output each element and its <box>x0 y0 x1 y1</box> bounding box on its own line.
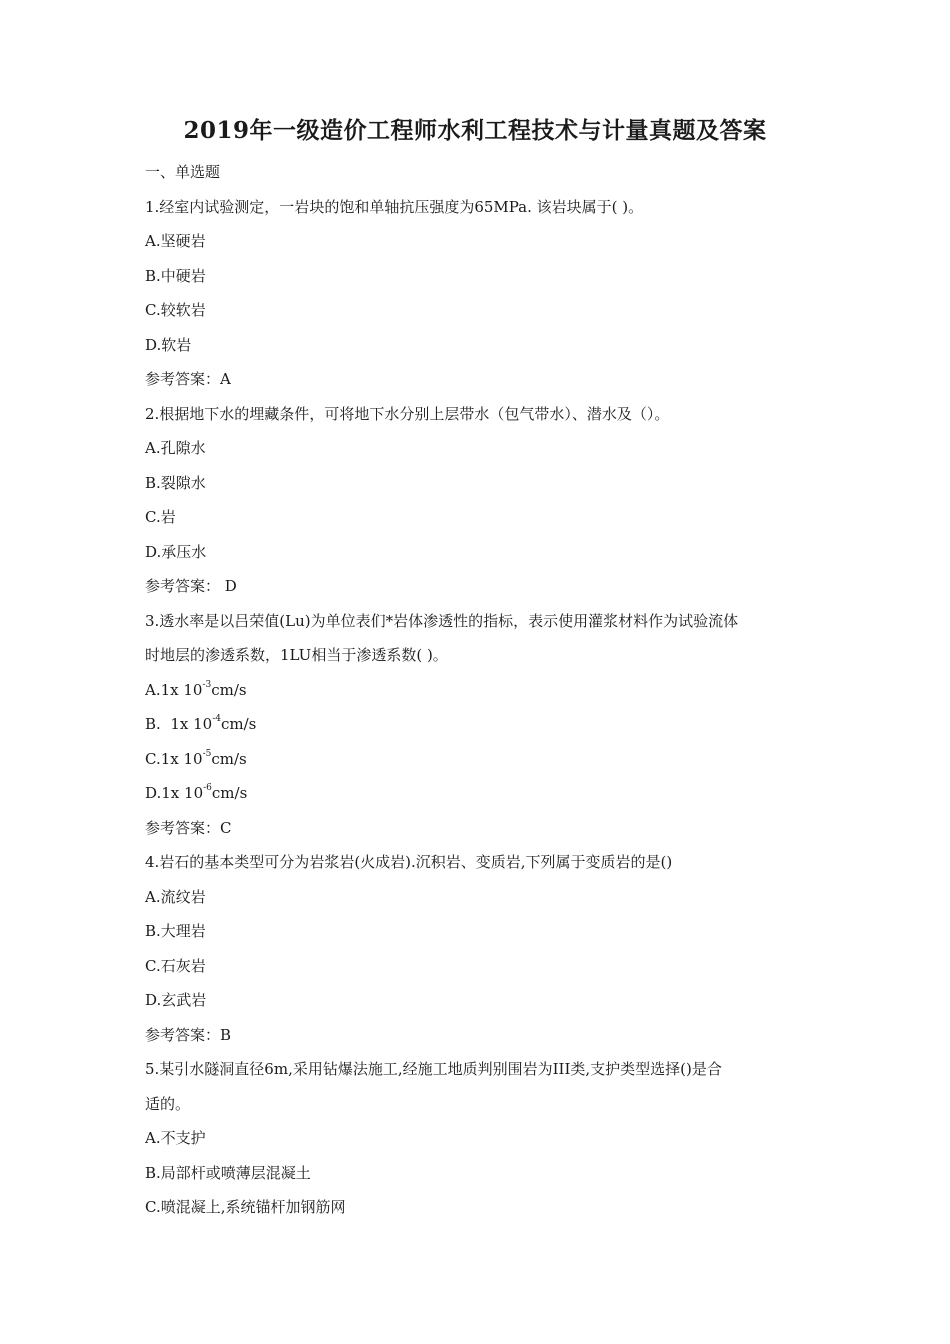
question-3-option-d: D.1x $10^{-6}cm/s$ <box>145 783 248 802</box>
question-4-option-b: B.大理岩 <box>145 922 206 940</box>
document-body <box>145 160 815 1230</box>
question-1-stem: 1.经室内试验测定，一岩块的饱和单轴抗压强度为65MPa. 该岩块属于( )。 <box>145 197 644 216</box>
question-4-option-d: D.玄武岩 <box>145 991 207 1009</box>
question-4-answer: 参考答案：B <box>145 1025 232 1044</box>
question-2-option-c: C.岩 <box>145 508 176 526</box>
question-2-option-a: A.孔隙水 <box>145 439 206 457</box>
question-4-option-a: A.流纹岩 <box>145 887 206 906</box>
question-3-option-a: A.1x $10^{-3}cm/s$ <box>145 679 247 699</box>
question-3-option-c: C.1x $10^{-5}cm/s$ <box>145 748 247 768</box>
question-5-option-c: C.喷混凝上,系统锚杆加钢筋网 <box>145 1198 346 1216</box>
question-2-stem: 2.根据地下水的埋藏条件，可将地下水分别上层带水（包气带水）、潜水及（）。 <box>145 404 670 423</box>
question-5-stem-line-2: 适的。 <box>145 1094 191 1113</box>
question-1-option-a: A.坚硬岩 <box>145 232 206 250</box>
question-2-answer: 参考答案： D <box>145 577 237 595</box>
section-heading: 一、单选题 <box>145 163 221 181</box>
question-2-option-d: D.承压水 <box>145 542 207 561</box>
question-3-option-b: B. 1x $10^{-4}cm/s$ <box>145 714 257 733</box>
document-title: 2019年一级造价工程师水利工程技术与计量真题及答案 <box>183 117 767 144</box>
question-5-option-b: B.局部杆或喷薄层混凝土 <box>145 1163 311 1182</box>
question-2-option-b: B.裂隙水 <box>145 473 206 492</box>
question-1-option-d: D.软岩 <box>145 335 192 354</box>
question-1-answer: 参考答案：A <box>145 370 231 388</box>
question-3-stem-line-2: 时地层的渗透系数，1LU相当于渗透系数( )。 <box>145 646 448 664</box>
question-4-stem: 4.岩石的基本类型可分为岩浆岩(火成岩).沉积岩、变质岩,下列属于变质岩的是() <box>145 853 673 871</box>
question-1-option-c: C.较软岩 <box>145 301 206 319</box>
question-3-stem-line-1: 3.透水率是以吕荣值(Lu)为单位表们*岩体渗透性的指标，表示使用灌浆材料作为试验流体 <box>145 611 739 630</box>
question-5-stem-line-1: 5.某引水隧洞直径6m,采用钻爆法施工,经施工地质判别围岩为III类,支护类型选择()是合 <box>145 1060 722 1078</box>
question-1-option-b: B.中硬岩 <box>145 266 206 285</box>
question-4-option-c: C.石灰岩 <box>145 956 206 975</box>
question-3-answer: 参考答案：C <box>145 818 232 837</box>
question-5-option-a: A.不支护 <box>145 1129 206 1147</box>
